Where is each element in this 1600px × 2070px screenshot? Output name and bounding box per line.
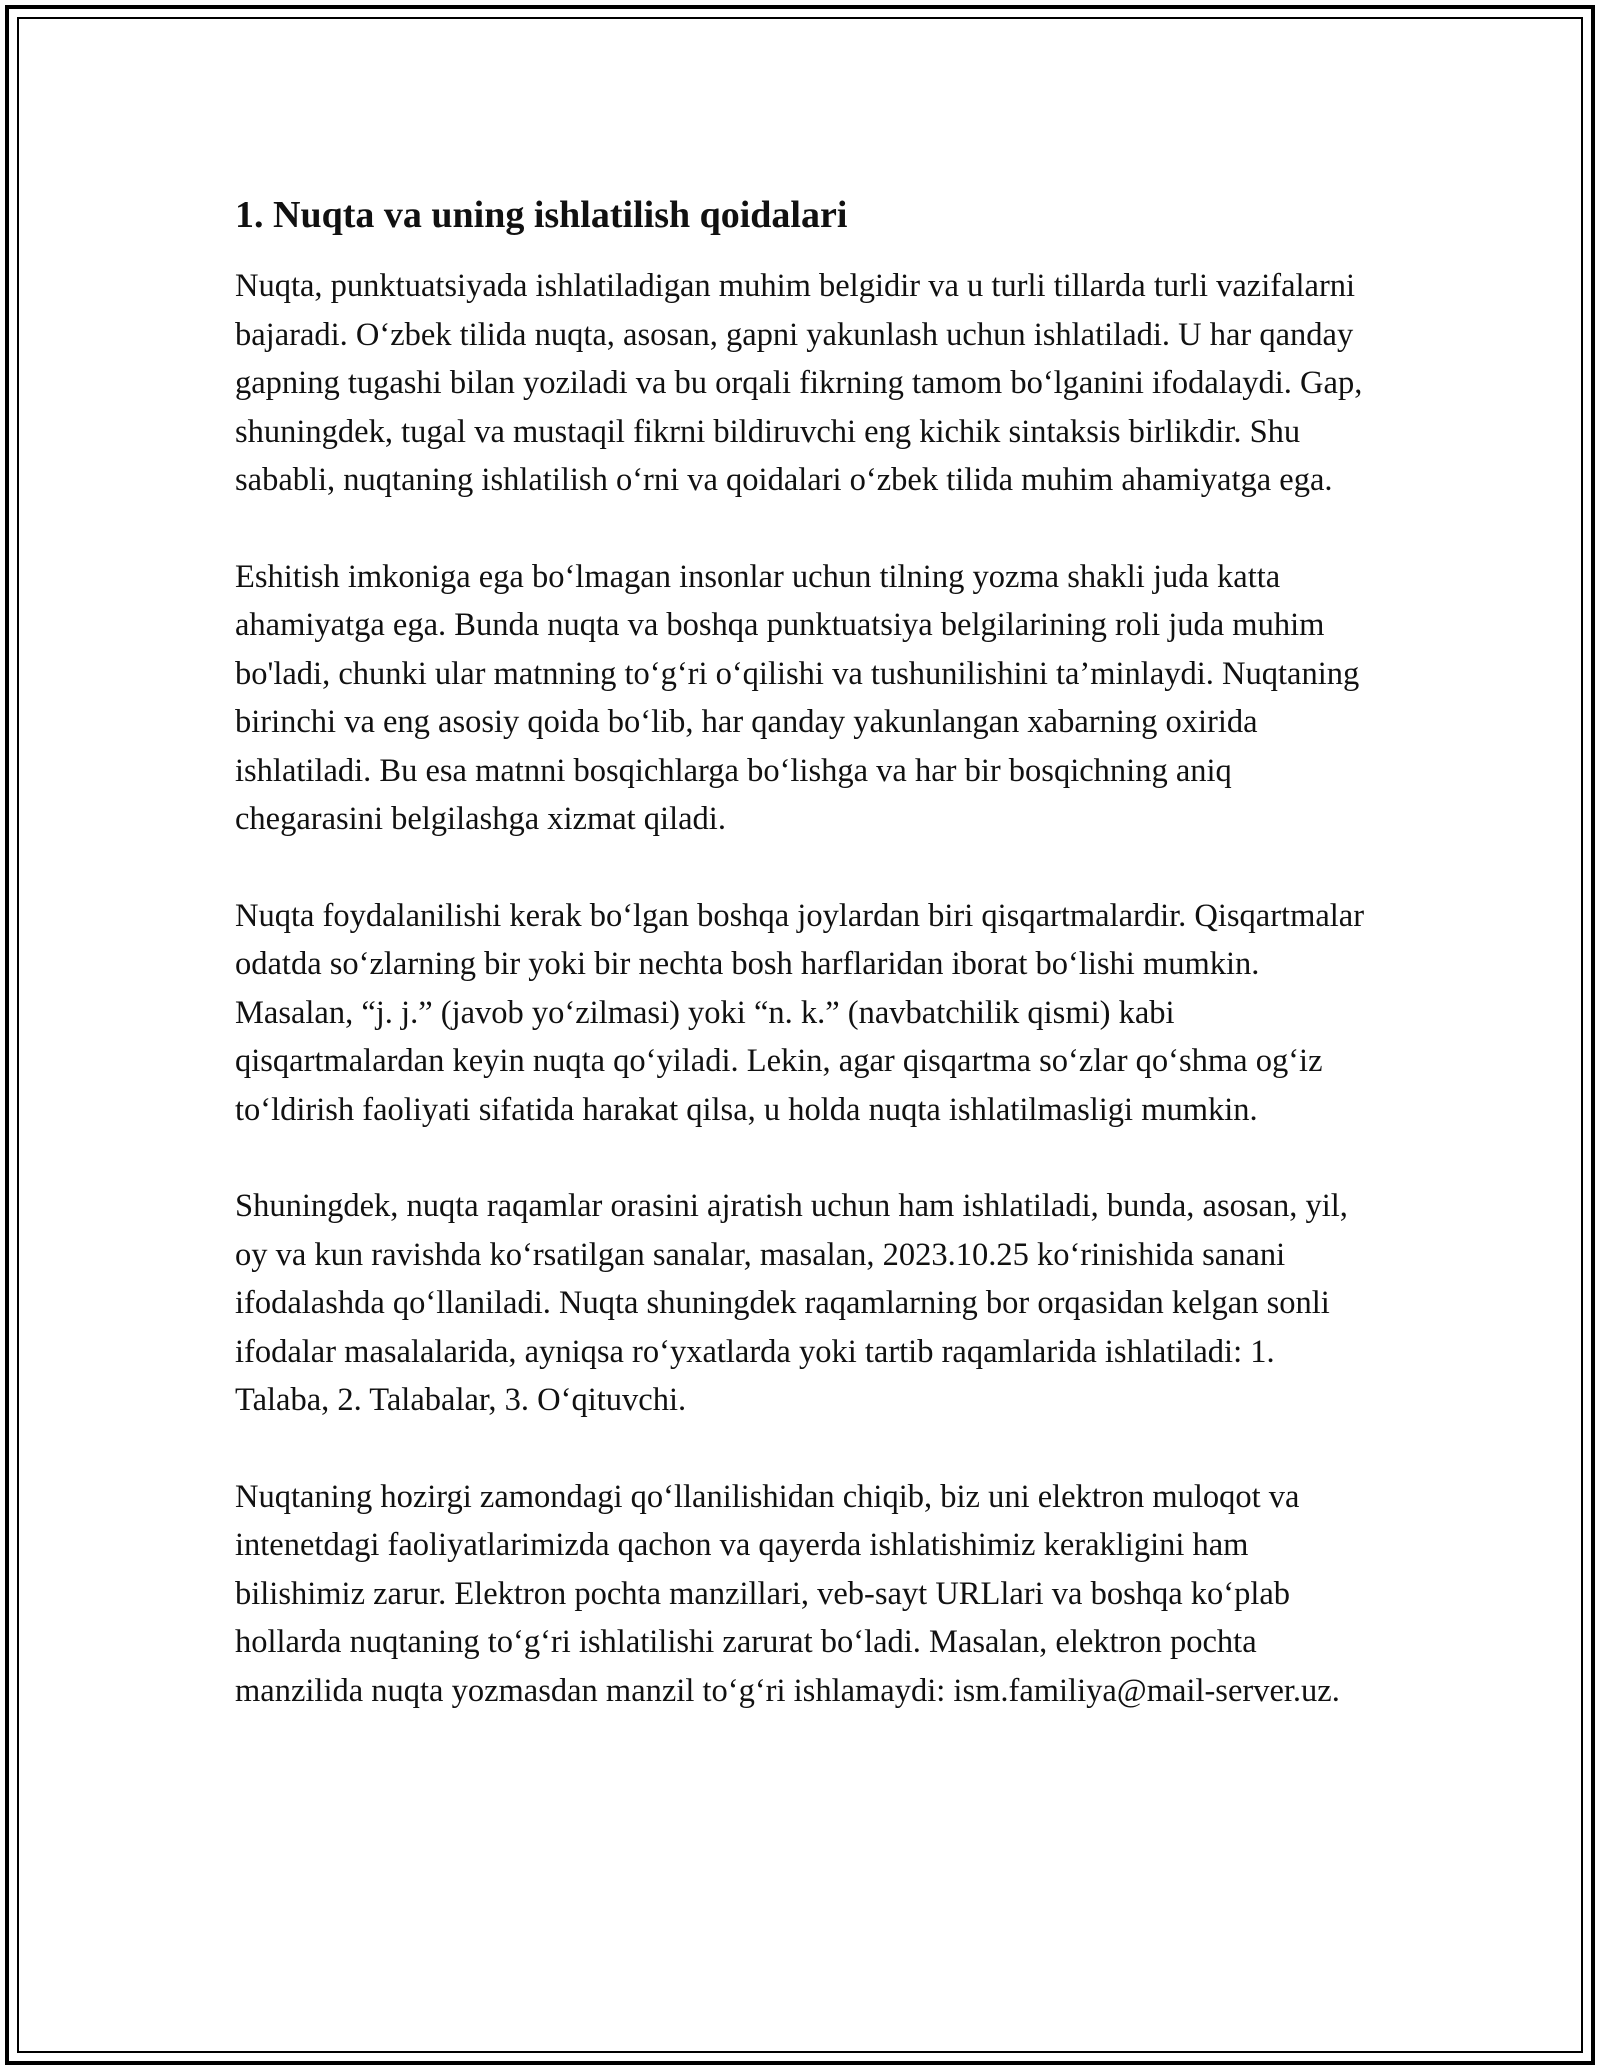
paragraph-1: Nuqta, punktuatsiyada ishlatiladigan muhim belgidir va u turli tillarda turli vazifalarni bajaradi. O‘zbek tilida nuqta, asosan, gapni yakunlash uchun ishlatiladi. U har qanday gapning tugashi bilan yoziladi va bu orqali fikrning tamom bo‘lganini ifodalaydi. Gap, shuningdek, tugal va mustaqil fikrni bildiruvchi eng kichik sintaksis birlikdir. Shu sababli, nuqtaning ishlatilish o‘rni va qoidalari o‘zbek tilida muhim ahamiyatga ega. [235,268,1363,498]
paragraph-3: Nuqta foydalanilishi kerak bo‘lgan boshqa joylardan biri qisqartmalardir. Qisqartmalar odatda so‘zlarning bir yoki bir nechta bosh harflaridan iborat bo‘lishi mumkin. Masalan, “j. j.” (javob yo‘zilmasi) yoki “n. k.” (navbatchilik qismi) kabi qisqartmalardan keyin nuqta qo‘yiladi. Lekin, agar qisqartma so‘zlar qo‘shma og‘iz to‘ldirish faoliyati sifatida harakat qilsa, u holda nuqta ishlatilmasligi mumkin. [235,897,1365,1128]
paragraph-5: Nuqtaning hozirgi zamondagi qo‘llanilishidan chiqib, biz uni elektron muloqot va intenetdagi faoliyatlarimizda qachon va qayerda ishlatishimiz kerakligini ham bilishimiz zarur. Elektron pochta manzillari, veb-sayt URLlari va boshqa ko‘plab hollarda nuqtaning to‘g‘ri ishlatilishi zarurat bo‘ladi. Masalan, elektron pochta manzilida nuqta yozmasdan manzil to‘g‘ri ishlamaydi: ism.familiya@mail-server.uz. [235,1478,1340,1709]
paragraph-2: Eshitish imkoniga ega bo‘lmagan insonlar uchun tilning yozma shakli juda katta ahamiyatga ega. Bunda nuqta va boshqa punktuatsiya belgilarining roli juda muhim bo'ladi, chunki ular matnning to‘g‘ri o‘qilishi va tushunilishini ta’minlaydi. Nuqtaning birinchi va eng asosiy qoida bo‘lib, har qanday yakunlangan xabarning oxirida ishlatiladi. Bu esa matnni bosqichlarga bo‘lishga va har bir bosqichning aniq chegarasini belgilashga xizmat qiladi. [235,558,1360,837]
paragraph-4: Shuningdek, nuqta raqamlar orasini ajratish uchun ham ishlatiladi, bunda, asosan, yil, oy va kun ravishda ko‘rsatilgan sanalar, masalan, 2023.10.25 ko‘rinishida sanani ifodalashda qo‘llaniladi. Nuqta shuningdek raqamlarning bor orqasidan kelgan sonli ifodalar masalalarida, ayniqsa ro‘yxatlarda yoki tartib raqamlarida ishlatiladi: 1. Talaba, 2. Talabalar, 3. O‘qituvchi. [235,1188,1348,1418]
section-heading: 1. Nuqta va uning ishlatilish qoidalari [235,194,848,236]
document-body [235,190,1375,1763]
